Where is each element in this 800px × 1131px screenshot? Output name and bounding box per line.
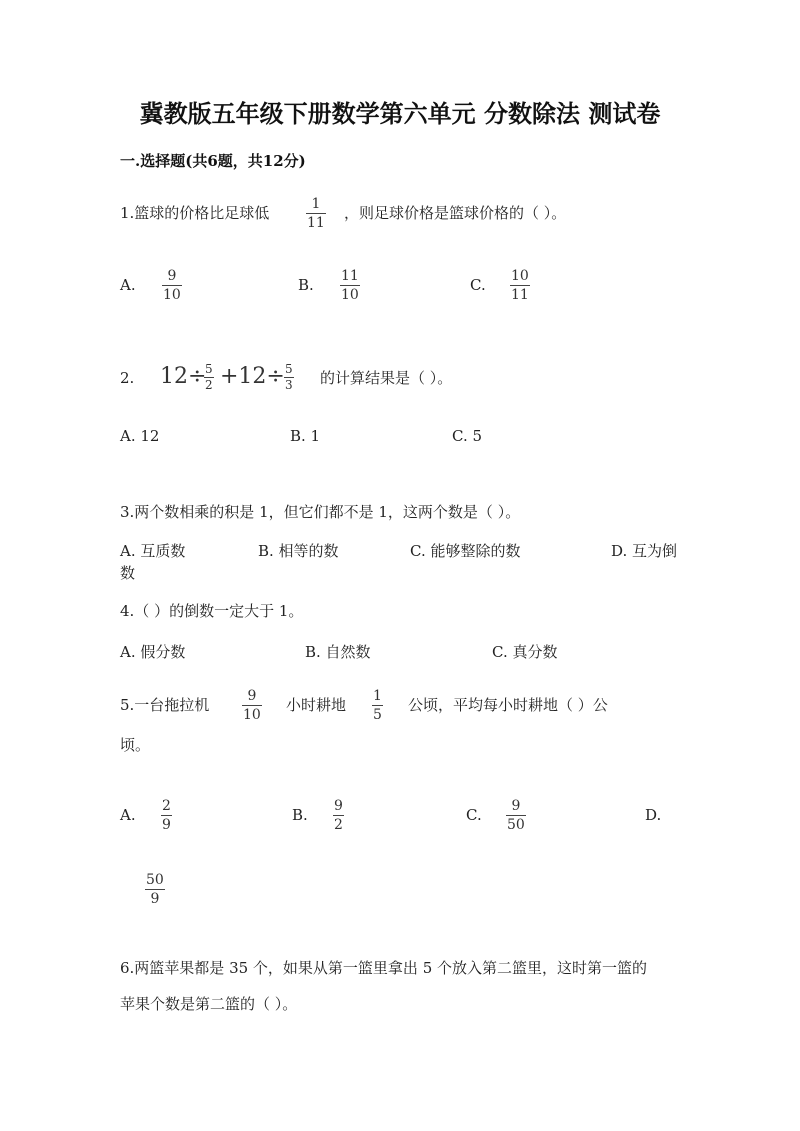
page-title: 冀教版五年级下册数学第六单元 分数除法 测试卷 bbox=[139, 100, 661, 128]
q1-text-a: 1.篮球的价格比足球低 bbox=[120, 204, 270, 222]
q2-f1-num: 5 bbox=[205, 362, 213, 376]
q1-option-b-label: B. bbox=[298, 276, 314, 294]
q1-frac-den: 11 bbox=[307, 215, 325, 231]
q3-text: 3.两个数相乘的积是 1，但它们都不是 1，这两个数是（ ）。 bbox=[120, 503, 521, 521]
q5-f1-den: 10 bbox=[243, 707, 261, 723]
q5-option-b-fraction[interactable] bbox=[333, 798, 344, 833]
q5-option-a-fraction[interactable] bbox=[161, 798, 172, 833]
q5-option-c-num: 9 bbox=[511, 798, 521, 814]
q3-option-c[interactable]: C. 能够整除的数 bbox=[410, 542, 521, 560]
q4-text: 4.（ ）的倒数一定大于 1。 bbox=[120, 602, 304, 620]
q3-option-d[interactable]: D. 互为倒 bbox=[611, 542, 678, 560]
q5-f2-num: 1 bbox=[373, 688, 382, 704]
section-heading: 一.选择题(共6题，共12分) bbox=[120, 152, 306, 170]
q3-option-d-wrap: 数 bbox=[120, 564, 136, 582]
q5-text-wrap: 顷。 bbox=[120, 736, 151, 754]
q2-option-b[interactable]: B. 1 bbox=[290, 427, 321, 445]
q5-fraction-2 bbox=[372, 688, 383, 723]
q1-fraction bbox=[306, 196, 326, 231]
q5-option-b-label: B. bbox=[292, 806, 308, 824]
q6-line-2: 苹果个数是第二篮的（ ）。 bbox=[120, 995, 298, 1013]
q2-expr-b: +12÷ bbox=[220, 364, 285, 389]
q5-option-a-label: A. bbox=[120, 806, 136, 824]
q5-option-c-fraction[interactable] bbox=[506, 798, 526, 833]
q5-f1-num: 9 bbox=[247, 688, 257, 704]
q1-option-c-den: 11 bbox=[511, 287, 529, 303]
q1-option-b-fraction[interactable] bbox=[340, 268, 360, 303]
q5-option-d-den: 9 bbox=[150, 891, 160, 907]
q2-fraction-1 bbox=[204, 363, 214, 392]
q2-expr-a: 12÷ bbox=[160, 364, 207, 389]
q5-option-a-den: 9 bbox=[162, 817, 171, 833]
q5-option-d-label: D. bbox=[645, 806, 662, 824]
q4-option-b[interactable]: B. 自然数 bbox=[305, 643, 371, 661]
q3-option-a[interactable]: A. 互质数 bbox=[120, 542, 186, 560]
q5-option-d-fraction[interactable] bbox=[145, 872, 165, 907]
q1-option-b-num: 11 bbox=[341, 268, 359, 284]
q1-option-c-fraction[interactable] bbox=[510, 268, 530, 303]
q5-option-b-num: 9 bbox=[334, 798, 343, 814]
q1-frac-num: 1 bbox=[311, 196, 321, 212]
q1-option-a-num: 9 bbox=[167, 268, 177, 284]
q2-option-a[interactable]: A. 12 bbox=[120, 427, 160, 445]
q1-option-a-den: 10 bbox=[163, 287, 181, 303]
q5-text-c: 公顷，平均每小时耕地（ ）公 bbox=[408, 696, 608, 714]
q2-text: 的计算结果是（ ）。 bbox=[320, 369, 453, 387]
q1-option-c-label: C. bbox=[470, 276, 486, 294]
q1-option-a-fraction[interactable] bbox=[162, 268, 182, 303]
q5-fraction-1 bbox=[242, 688, 262, 723]
q2-f1-den: 2 bbox=[205, 378, 213, 392]
q2-fraction-2 bbox=[284, 363, 294, 392]
q5-option-a-num: 2 bbox=[162, 798, 171, 814]
q4-option-a[interactable]: A. 假分数 bbox=[120, 643, 186, 661]
q1-option-b-den: 10 bbox=[341, 287, 359, 303]
q1-text-b: ，则足球价格是篮球价格的（ ）。 bbox=[344, 204, 567, 222]
q5-option-c-den: 50 bbox=[507, 817, 525, 833]
q5-option-b-den: 2 bbox=[334, 817, 343, 833]
q1-option-a-label: A. bbox=[120, 276, 136, 294]
q6-line-1: 6.两篮苹果都是 35 个，如果从第一篮里拿出 5 个放入第二篮里，这时第一篮的 bbox=[120, 959, 648, 977]
q5-option-c-label: C. bbox=[466, 806, 482, 824]
q2-f2-num: 5 bbox=[285, 362, 293, 376]
q2-option-c[interactable]: C. 5 bbox=[452, 427, 483, 445]
q3-option-b[interactable]: B. 相等的数 bbox=[258, 542, 339, 560]
q2-f2-den: 3 bbox=[285, 378, 293, 392]
q5-option-d-num: 50 bbox=[146, 872, 164, 888]
q5-text-a: 5.一台拖拉机 bbox=[120, 696, 210, 714]
q5-f2-den: 5 bbox=[373, 707, 382, 723]
q2-number: 2. bbox=[120, 369, 135, 387]
q4-option-c[interactable]: C. 真分数 bbox=[492, 643, 558, 661]
q1-option-c-num: 10 bbox=[511, 268, 529, 284]
q5-text-b: 小时耕地 bbox=[286, 696, 347, 714]
